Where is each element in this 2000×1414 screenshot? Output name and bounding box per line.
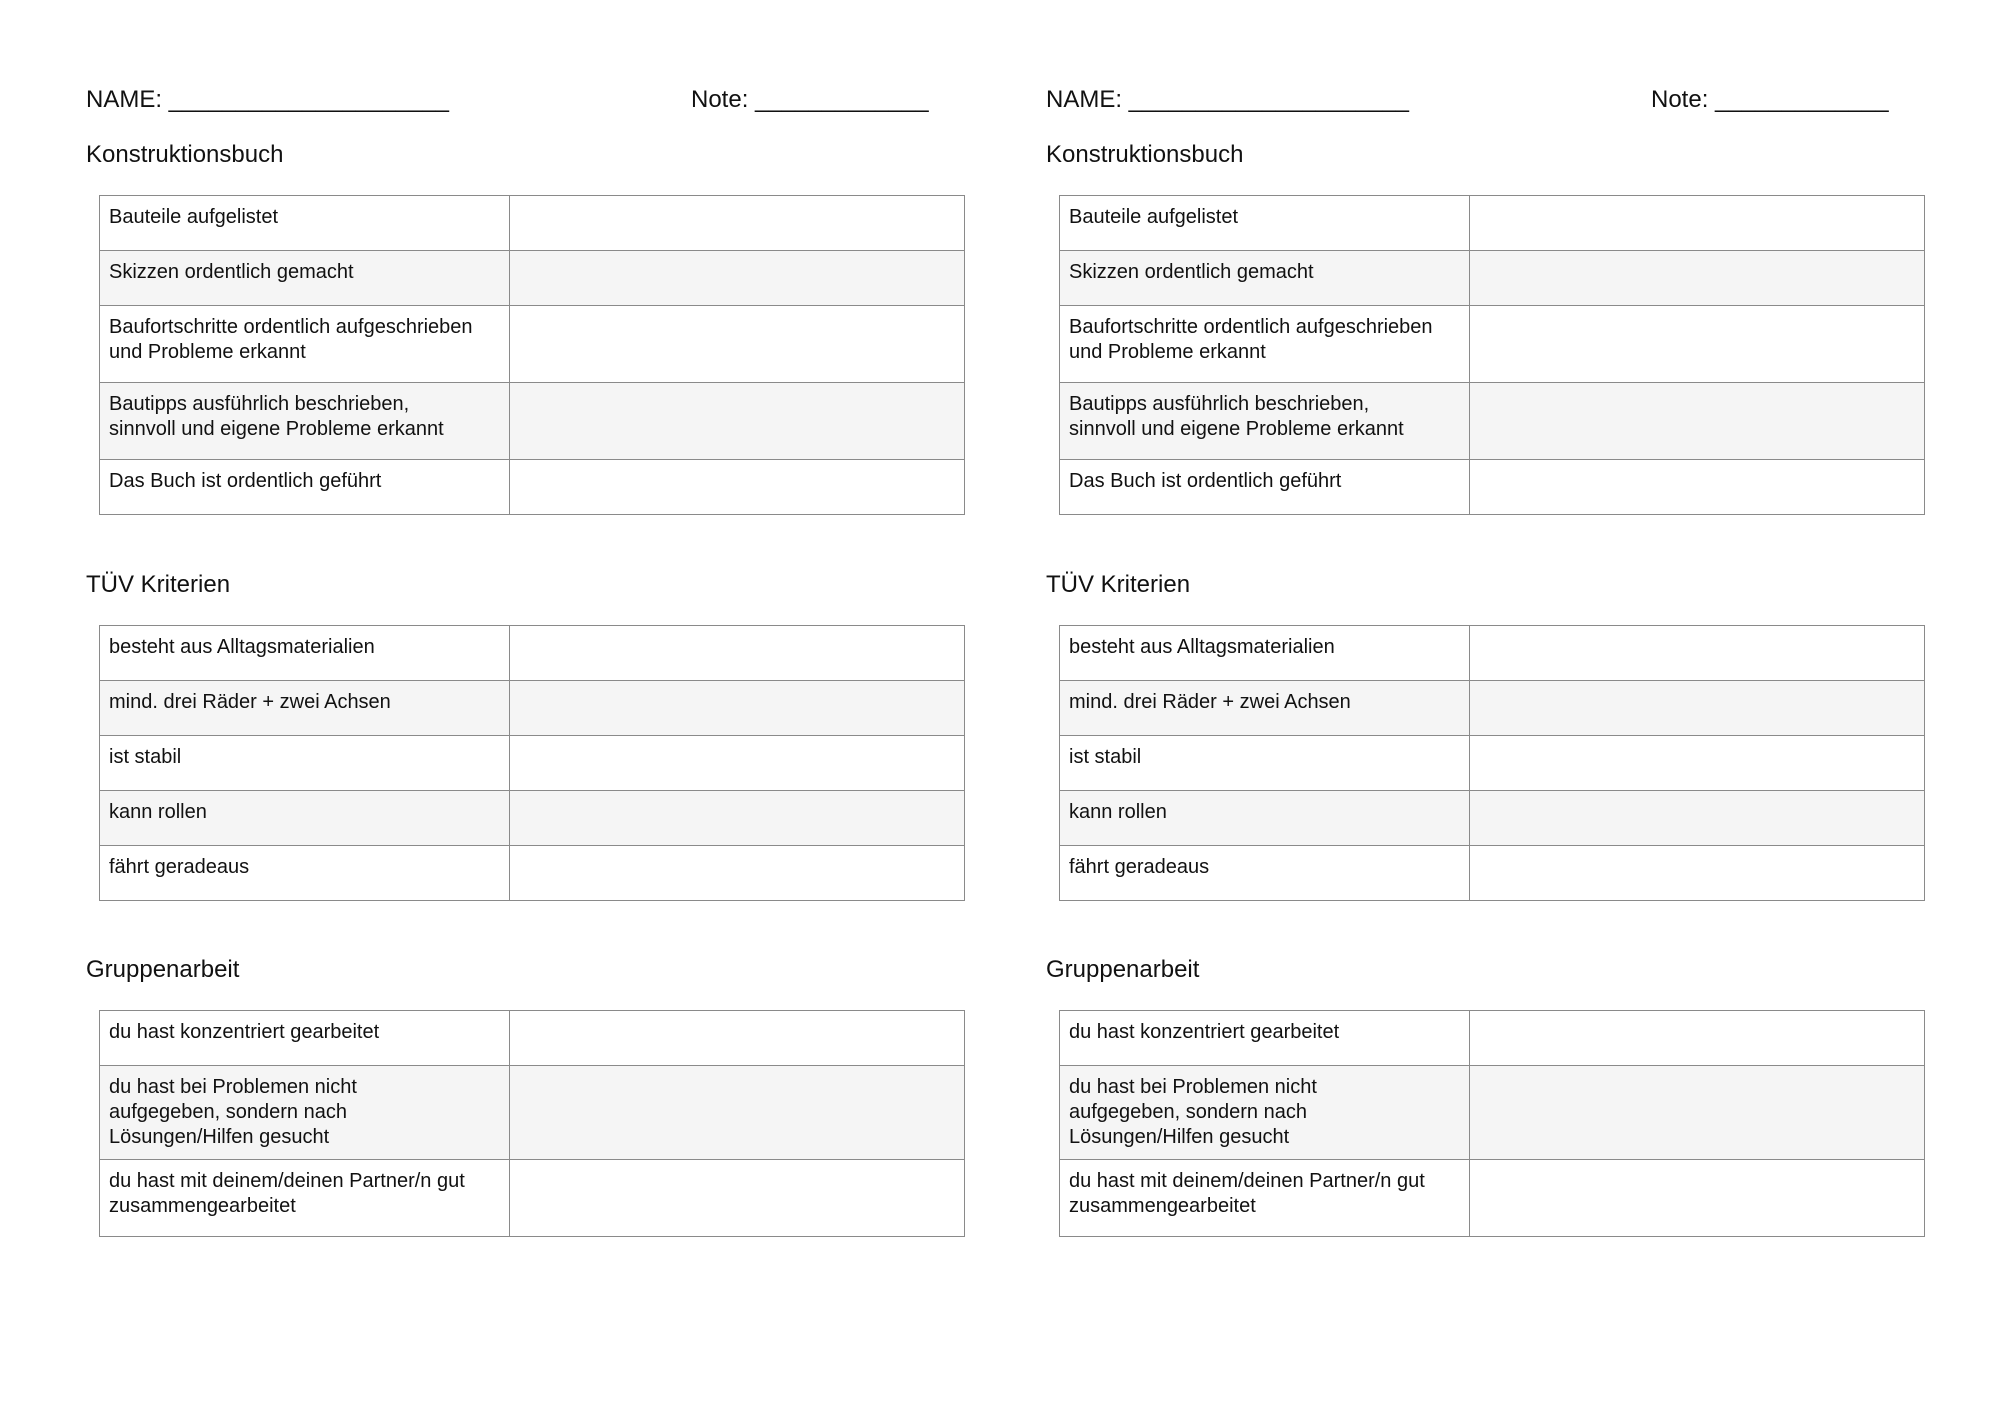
criterion-label: fährt geradeaus	[1060, 846, 1470, 901]
criterion-label: Baufortschritte ordentlich aufgeschrieben und Probleme erkannt	[100, 306, 510, 383]
criterion-score-cell[interactable]	[1470, 1011, 1925, 1066]
criterion-label: Baufortschritte ordentlich aufgeschrieben und Probleme erkannt	[1060, 306, 1470, 383]
criterion-score-cell[interactable]	[510, 383, 965, 460]
grade-field[interactable]: Note: _____________	[1651, 86, 1889, 113]
section-title-tuev-kriterien: TÜV Kriterien	[86, 571, 231, 598]
criterion-label: kann rollen	[100, 791, 510, 846]
table-row	[1060, 791, 1925, 846]
table-row	[1060, 383, 1925, 460]
criterion-label: du hast bei Problemen nicht aufgegeben, sondern nach Lösungen/Hilfen gesucht	[100, 1066, 510, 1160]
name-field[interactable]: NAME: _____________________	[1046, 86, 1409, 113]
table-row	[100, 306, 965, 383]
criterion-label: besteht aus Alltagsmaterialien	[100, 626, 510, 681]
evaluation-sheet-right	[1046, 0, 1946, 1414]
section-title-gruppenarbeit: Gruppenarbeit	[86, 956, 240, 983]
criterion-score-cell[interactable]	[1470, 736, 1925, 791]
table-row	[1060, 681, 1925, 736]
criterion-score-cell[interactable]	[510, 306, 965, 383]
table-row	[1060, 626, 1925, 681]
criterion-label: mind. drei Räder + zwei Achsen	[100, 681, 510, 736]
table-row	[100, 1066, 965, 1160]
criterion-label: Skizzen ordentlich gemacht	[1060, 251, 1470, 306]
table-row	[100, 251, 965, 306]
criterion-label: fährt geradeaus	[100, 846, 510, 901]
criterion-label: du hast mit deinem/deinen Partner/n gut zusammengearbeitet	[1060, 1160, 1470, 1237]
criterion-label: du hast bei Problemen nicht aufgegeben, sondern nach Lösungen/Hilfen gesucht	[1060, 1066, 1470, 1160]
table-row	[100, 626, 965, 681]
table-row	[100, 846, 965, 901]
table-row	[100, 681, 965, 736]
criterion-label: du hast konzentriert gearbeitet	[1060, 1011, 1470, 1066]
table-row	[1060, 736, 1925, 791]
grade-field[interactable]: Note: _____________	[691, 86, 929, 113]
criterion-score-cell[interactable]	[1470, 791, 1925, 846]
criterion-label: Bautipps ausführlich beschrieben, sinnvoll und eigene Probleme erkannt	[100, 383, 510, 460]
tuev-kriterien-table	[1059, 625, 1925, 901]
criterion-score-cell[interactable]	[510, 196, 965, 251]
section-title-konstruktionsbuch: Konstruktionsbuch	[1046, 141, 1244, 168]
criterion-score-cell[interactable]	[1470, 846, 1925, 901]
criterion-score-cell[interactable]	[510, 681, 965, 736]
criterion-score-cell[interactable]	[1470, 251, 1925, 306]
criterion-score-cell[interactable]	[1470, 383, 1925, 460]
criterion-score-cell[interactable]	[510, 846, 965, 901]
table-row	[1060, 251, 1925, 306]
criterion-score-cell[interactable]	[1470, 681, 1925, 736]
criterion-label: Das Buch ist ordentlich geführt	[1060, 460, 1470, 515]
criterion-score-cell[interactable]	[1470, 196, 1925, 251]
criterion-label: mind. drei Räder + zwei Achsen	[1060, 681, 1470, 736]
gruppenarbeit-table	[99, 1010, 965, 1237]
table-row	[100, 1160, 965, 1237]
criterion-score-cell[interactable]	[1470, 306, 1925, 383]
gruppenarbeit-table	[1059, 1010, 1925, 1237]
table-row	[1060, 196, 1925, 251]
criterion-label: kann rollen	[1060, 791, 1470, 846]
name-field[interactable]: NAME: _____________________	[86, 86, 449, 113]
criterion-score-cell[interactable]	[1470, 626, 1925, 681]
criterion-label: Das Buch ist ordentlich geführt	[100, 460, 510, 515]
criterion-label: besteht aus Alltagsmaterialien	[1060, 626, 1470, 681]
table-row	[1060, 846, 1925, 901]
criterion-label: Skizzen ordentlich gemacht	[100, 251, 510, 306]
table-row	[1060, 460, 1925, 515]
evaluation-sheet-left	[86, 0, 986, 1414]
table-row	[100, 383, 965, 460]
criterion-score-cell[interactable]	[510, 251, 965, 306]
criterion-score-cell[interactable]	[1470, 460, 1925, 515]
criterion-score-cell[interactable]	[510, 1066, 965, 1160]
criterion-score-cell[interactable]	[1470, 1066, 1925, 1160]
criterion-label: du hast konzentriert gearbeitet	[100, 1011, 510, 1066]
criterion-label: ist stabil	[100, 736, 510, 791]
table-row	[100, 1011, 965, 1066]
table-row	[100, 736, 965, 791]
criterion-score-cell[interactable]	[510, 1160, 965, 1237]
table-row	[100, 196, 965, 251]
table-row	[1060, 1160, 1925, 1237]
section-title-tuev-kriterien: TÜV Kriterien	[1046, 571, 1191, 598]
criterion-score-cell[interactable]	[510, 1011, 965, 1066]
criterion-score-cell[interactable]	[510, 460, 965, 515]
criterion-score-cell[interactable]	[510, 626, 965, 681]
criterion-score-cell[interactable]	[510, 791, 965, 846]
criterion-score-cell[interactable]	[510, 736, 965, 791]
tuev-kriterien-table	[99, 625, 965, 901]
table-row	[1060, 1066, 1925, 1160]
table-row	[1060, 1011, 1925, 1066]
criterion-score-cell[interactable]	[1470, 1160, 1925, 1237]
table-row	[1060, 306, 1925, 383]
criterion-label: du hast mit deinem/deinen Partner/n gut zusammengearbeitet	[100, 1160, 510, 1237]
section-title-gruppenarbeit: Gruppenarbeit	[1046, 956, 1200, 983]
table-row	[100, 460, 965, 515]
konstruktionsbuch-table	[99, 195, 965, 515]
criterion-label: Bautipps ausführlich beschrieben, sinnvoll und eigene Probleme erkannt	[1060, 383, 1470, 460]
criterion-label: Bauteile aufgelistet	[1060, 196, 1470, 251]
table-row	[100, 791, 965, 846]
criterion-label: Bauteile aufgelistet	[100, 196, 510, 251]
criterion-label: ist stabil	[1060, 736, 1470, 791]
konstruktionsbuch-table	[1059, 195, 1925, 515]
section-title-konstruktionsbuch: Konstruktionsbuch	[86, 141, 284, 168]
